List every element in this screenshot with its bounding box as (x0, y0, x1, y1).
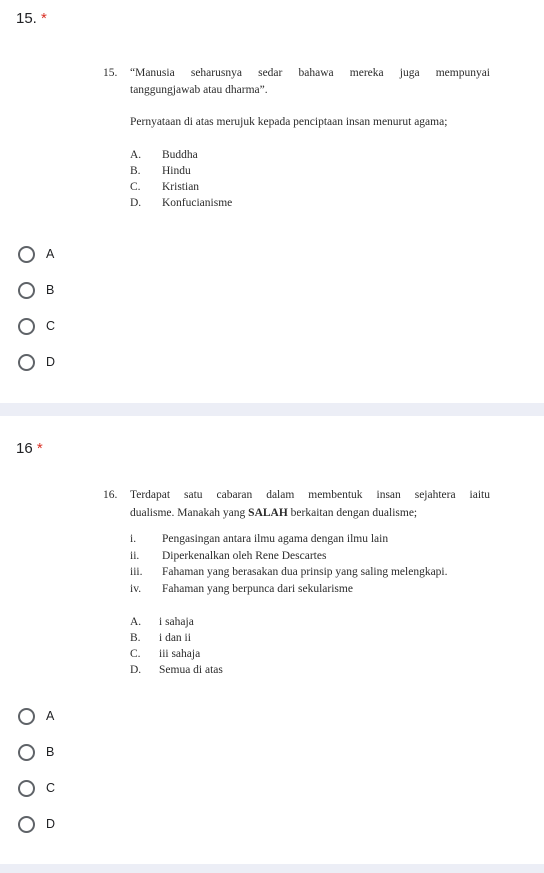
question-card-16 (0, 416, 544, 864)
choice-text: Konfucianisme (162, 197, 233, 209)
choice-letter: A. (130, 149, 142, 161)
option-c[interactable] (18, 776, 55, 800)
question-number: 16 (16, 440, 33, 457)
stem-number: 15. (103, 67, 118, 79)
option-c[interactable] (18, 314, 55, 338)
radio-button[interactable] (18, 246, 35, 263)
choice-text: Semua di atas (159, 664, 223, 676)
required-asterisk: * (36, 440, 43, 457)
option-label: B (46, 745, 55, 759)
choice-text: iii sahaja (159, 648, 201, 660)
question-number: 15. (16, 10, 37, 27)
stem-text: dualisme. Manakah yang (130, 507, 249, 519)
option-b[interactable] (18, 278, 54, 302)
choice-letter: D. (130, 664, 142, 676)
option-label: B (46, 283, 55, 297)
card-divider (0, 403, 544, 416)
statement-number: iv. (130, 583, 142, 595)
stem-line: “Manusia seharusnya sedar bahawa mereka juga mempunyai (130, 67, 490, 79)
choice-letter: C. (130, 648, 141, 660)
statement-text: Pengasingan antara ilmu agama dengan ilmu lain (162, 533, 389, 545)
statement-number: ii. (130, 550, 140, 562)
radio-button[interactable] (18, 708, 35, 725)
stem-line: tanggungjawab atau dharma”. (130, 84, 268, 96)
stem-number: 16. (103, 489, 118, 501)
statement-text: Fahaman yang berasakan dua prinsip yang saling melengkapi. (162, 566, 448, 578)
statement-text: Diperkenalkan oleh Rene Descartes (162, 550, 327, 562)
stem-prompt: Pernyataan di atas merujuk kepada penciptaan insan menurut agama; (130, 116, 448, 128)
radio-button[interactable] (18, 816, 35, 833)
question-card-15 (0, 0, 544, 403)
choice-letter: C. (130, 181, 141, 193)
option-d[interactable] (18, 812, 55, 836)
choice-letter: D. (130, 197, 142, 209)
option-b[interactable] (18, 740, 54, 764)
choice-letter: B. (130, 165, 141, 177)
option-label: D (46, 355, 56, 369)
option-label: A (46, 709, 55, 723)
statement-number: i. (130, 533, 137, 545)
option-label: D (46, 817, 56, 831)
card-divider (0, 864, 544, 873)
stem-line (130, 507, 417, 519)
choice-letter: A. (130, 616, 142, 628)
radio-button[interactable] (18, 780, 35, 797)
radio-button[interactable] (18, 318, 35, 335)
radio-button[interactable] (18, 744, 35, 761)
choice-letter: B. (130, 632, 141, 644)
choice-text: Hindu (162, 165, 191, 177)
question-title (16, 10, 47, 27)
choice-text: Buddha (162, 149, 198, 161)
choice-text: i dan ii (159, 632, 191, 644)
stem-emphasis: SALAH (248, 507, 288, 519)
choice-text: Kristian (162, 181, 200, 193)
radio-button[interactable] (18, 354, 35, 371)
statement-text: Fahaman yang berpunca dari sekularisme (162, 583, 353, 595)
option-label: A (46, 247, 55, 261)
choice-text: i sahaja (159, 616, 194, 628)
option-a[interactable] (18, 242, 54, 266)
option-d[interactable] (18, 350, 55, 374)
required-asterisk: * (41, 10, 47, 27)
option-label: C (46, 319, 56, 333)
option-label: C (46, 781, 56, 795)
stem-line: Terdapat satu cabaran dalam membentuk insan sejahtera iaitu (130, 489, 490, 501)
stem-text: berkaitan dengan dualisme; (287, 507, 418, 519)
option-a[interactable] (18, 704, 54, 728)
radio-button[interactable] (18, 282, 35, 299)
question-title (16, 440, 43, 457)
statement-number: iii. (130, 566, 143, 578)
